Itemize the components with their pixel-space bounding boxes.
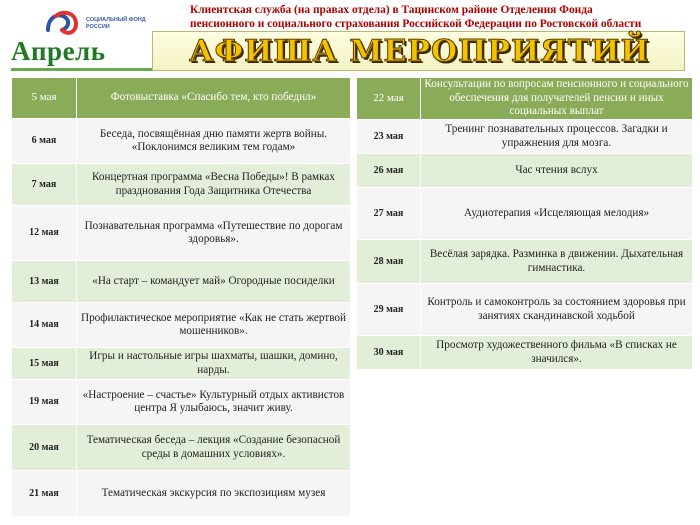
month-underline	[11, 68, 153, 71]
event-date: 28 мая	[357, 240, 421, 284]
event-date: 14 мая	[12, 303, 77, 348]
event-title	[421, 78, 693, 120]
header-line-1: Клиентская служба (на правах отдела) в Тацинском районе Отделения Фонда	[190, 4, 593, 16]
table-row	[357, 120, 693, 154]
event-title-text: Консультации по вопросам пенсионного и социального обеспечения для получателей пенсии и иных социальных выплат	[424, 78, 689, 118]
event-title: Контроль и самоконтроль за состоянием здоровья при занятиях скандинавской ходьбой	[421, 284, 693, 336]
event-title: Концертная программа «Весна Победы»! В рамках празднования Года Защитника Отечества	[77, 164, 351, 206]
table-row	[12, 303, 351, 348]
header-line-2: пенсионного и социального страхования Российской Федерации по Ростовской области	[190, 18, 642, 30]
logo-text: СОЦИАЛЬНЫЙ ФОНД РОССИИ	[86, 17, 146, 30]
event-title: Профилактическое мероприятие «Как не стать жертвой мошенников».	[77, 303, 351, 348]
table-row	[12, 164, 351, 206]
table-row	[357, 188, 693, 240]
event-date: 15 мая	[12, 348, 77, 380]
schedule-table-right	[356, 77, 693, 370]
table-row	[12, 380, 351, 425]
table-row	[12, 471, 351, 517]
event-date: 23 мая	[357, 120, 421, 154]
table-row	[12, 261, 351, 303]
event-date: 30 мая	[357, 336, 421, 370]
table-row	[357, 240, 693, 284]
month-label: Апрель	[11, 36, 106, 66]
event-title: Беседа, посвящённая дню памяти жертв войны. «Поклонимся великим тем годам»	[77, 119, 351, 164]
event-title: Познавательная программа «Путешествие по дорогам здоровья».	[77, 206, 351, 261]
event-title: Просмотр художественного фильма «В списках не значился».	[421, 336, 693, 370]
table-row	[12, 348, 351, 380]
event-title: Тематическая экскурсия по экспозициям музея	[77, 471, 351, 517]
table-row	[12, 206, 351, 261]
sfr-logo-icon	[42, 8, 82, 38]
event-title: Игры и настольные игры шахматы, шашки, домино, нарды.	[77, 348, 351, 380]
event-date: 27 мая	[357, 188, 421, 240]
event-title: Аудиотерапия «Исцеляющая мелодия»	[421, 188, 693, 240]
event-title: Фотовыставка «Спасибо тем, кто победил»	[77, 78, 351, 119]
event-title: Тренинг познавательных процессов. Загадки и упражнения для мозга.	[421, 120, 693, 154]
event-date: 22 мая	[357, 78, 421, 120]
table-row	[357, 154, 693, 188]
banner-title: АФИША МЕРОПРИЯТИЙ	[189, 34, 650, 69]
table-row	[357, 336, 693, 370]
banner	[152, 31, 685, 71]
table-row	[357, 284, 693, 336]
event-date: 7 мая	[12, 164, 77, 206]
event-date: 13 мая	[12, 261, 77, 303]
table-row	[12, 78, 351, 119]
table-row	[357, 78, 693, 120]
schedule-table-left	[11, 77, 351, 517]
event-title: «Настроение – счастье» Культурный отдых активистов центра Я улыбаюсь, значит живу.	[77, 380, 351, 425]
event-date: 21 мая	[12, 471, 77, 517]
table-row	[12, 119, 351, 164]
event-title: Весёлая зарядка. Разминка в движении. Дыхательная гимнастика.	[421, 240, 693, 284]
event-title: «На старт – командует май» Огородные посиделки	[77, 261, 351, 303]
event-date: 29 мая	[357, 284, 421, 336]
event-date: 6 мая	[12, 119, 77, 164]
event-title: Час чтения вслух	[421, 154, 693, 188]
event-date: 20 мая	[12, 425, 77, 471]
event-title: Тематическая беседа – лекция «Создание безопасной среды в домашних условиях».	[77, 425, 351, 471]
event-date: 12 мая	[12, 206, 77, 261]
event-date: 26 мая	[357, 154, 421, 188]
organization-header	[190, 3, 680, 31]
event-date: 5 мая	[12, 78, 77, 119]
table-row	[12, 425, 351, 471]
event-date: 19 мая	[12, 380, 77, 425]
